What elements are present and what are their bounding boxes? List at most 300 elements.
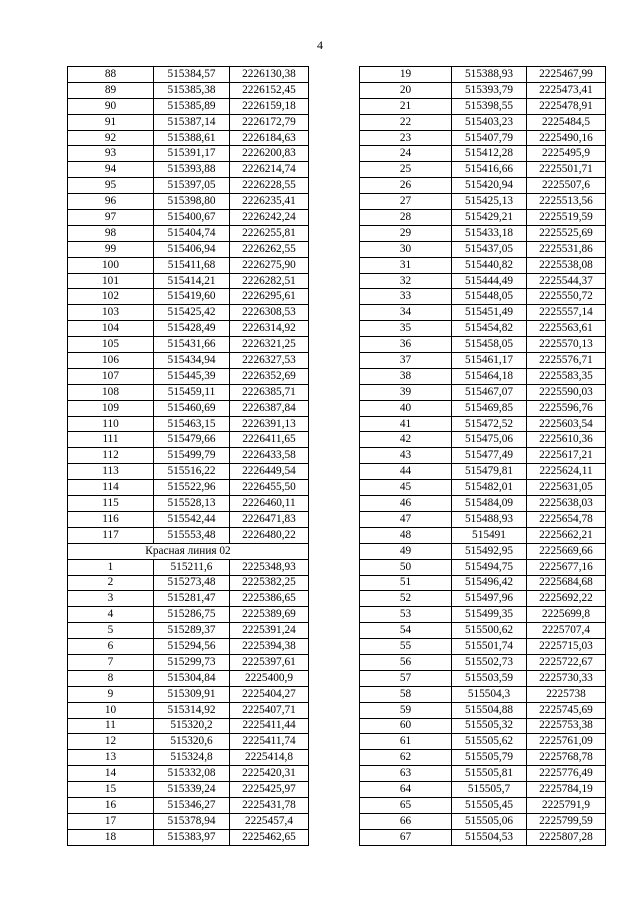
- point-number-cell: 107: [68, 368, 154, 384]
- table-row: [68, 829, 309, 845]
- y-coordinate-cell: 2226385,71: [230, 384, 309, 400]
- x-coordinate-cell: 515475,06: [452, 432, 527, 448]
- table-row: [360, 368, 606, 384]
- y-coordinate-cell: 2225753,38: [527, 718, 606, 734]
- table-row: [360, 496, 606, 512]
- x-coordinate-cell: 515393,79: [452, 82, 527, 98]
- point-number-cell: 102: [68, 289, 154, 305]
- table-row: [68, 257, 309, 273]
- table-row: [68, 750, 309, 766]
- point-number-cell: 105: [68, 337, 154, 353]
- table-row: [360, 225, 606, 241]
- x-coordinate-cell: 515433,18: [452, 225, 527, 241]
- table-row: [68, 670, 309, 686]
- table-row: [360, 654, 606, 670]
- point-number-cell: 40: [360, 400, 452, 416]
- coordinates-table-right: [359, 66, 606, 846]
- table-row: [360, 289, 606, 305]
- x-coordinate-cell: 515398,55: [452, 98, 527, 114]
- table-row: [68, 702, 309, 718]
- x-coordinate-cell: 515504,3: [452, 686, 527, 702]
- x-coordinate-cell: 515500,62: [452, 623, 527, 639]
- table-row: [68, 464, 309, 480]
- y-coordinate-cell: 2225617,21: [527, 448, 606, 464]
- x-coordinate-cell: 515464,18: [452, 368, 527, 384]
- table-row: [68, 734, 309, 750]
- y-coordinate-cell: 2225590,03: [527, 384, 606, 400]
- table-row: [68, 194, 309, 210]
- table-row: [68, 353, 309, 369]
- table-row: [360, 559, 606, 575]
- table-row: [68, 686, 309, 702]
- point-number-cell: 15: [68, 782, 154, 798]
- x-coordinate-cell: 515505,79: [452, 750, 527, 766]
- x-coordinate-cell: 515294,56: [154, 639, 230, 655]
- x-coordinate-cell: 515491: [452, 527, 527, 543]
- y-coordinate-cell: 2225624,11: [527, 464, 606, 480]
- point-number-cell: 100: [68, 257, 154, 273]
- point-number-cell: 42: [360, 432, 452, 448]
- point-number-cell: 47: [360, 511, 452, 527]
- y-coordinate-cell: 2225462,65: [230, 829, 309, 845]
- x-coordinate-cell: 515522,96: [154, 480, 230, 496]
- point-number-cell: 32: [360, 273, 452, 289]
- point-number-cell: 88: [68, 67, 154, 83]
- point-number-cell: 41: [360, 416, 452, 432]
- point-number-cell: 20: [360, 82, 452, 98]
- point-number-cell: 67: [360, 829, 452, 845]
- y-coordinate-cell: 2225738: [527, 686, 606, 702]
- x-coordinate-cell: 515211,6: [154, 559, 230, 575]
- point-number-cell: 6: [68, 639, 154, 655]
- point-number-cell: 30: [360, 241, 452, 257]
- x-coordinate-cell: 515503,59: [452, 670, 527, 686]
- point-number-cell: 110: [68, 416, 154, 432]
- x-coordinate-cell: 515505,32: [452, 718, 527, 734]
- y-coordinate-cell: 2225411,44: [230, 718, 309, 734]
- table-row: [360, 67, 606, 83]
- table-row: [360, 98, 606, 114]
- y-coordinate-cell: 2225404,27: [230, 686, 309, 702]
- table-row: [68, 559, 309, 575]
- y-coordinate-cell: 2225654,78: [527, 511, 606, 527]
- point-number-cell: 106: [68, 353, 154, 369]
- section-row: [68, 543, 309, 559]
- table-row: [68, 480, 309, 496]
- y-coordinate-cell: 2225715,03: [527, 639, 606, 655]
- point-number-cell: 4: [68, 607, 154, 623]
- point-number-cell: 38: [360, 368, 452, 384]
- point-number-cell: 104: [68, 321, 154, 337]
- point-number-cell: 101: [68, 273, 154, 289]
- y-coordinate-cell: 2225519,59: [527, 210, 606, 226]
- table-row: [68, 782, 309, 798]
- table-row: [360, 782, 606, 798]
- y-coordinate-cell: 2226172,79: [230, 114, 309, 130]
- point-number-cell: 113: [68, 464, 154, 480]
- table-row: [68, 241, 309, 257]
- y-coordinate-cell: 2225397,61: [230, 654, 309, 670]
- x-coordinate-cell: 515516,22: [154, 464, 230, 480]
- x-coordinate-cell: 515505,45: [452, 797, 527, 813]
- x-coordinate-cell: 515492,95: [452, 543, 527, 559]
- y-coordinate-cell: 2225791,9: [527, 797, 606, 813]
- x-coordinate-cell: 515502,73: [452, 654, 527, 670]
- point-number-cell: 114: [68, 480, 154, 496]
- point-number-cell: 46: [360, 496, 452, 512]
- table-row: [68, 368, 309, 384]
- x-coordinate-cell: 515403,23: [452, 114, 527, 130]
- point-number-cell: 90: [68, 98, 154, 114]
- y-coordinate-cell: 2226255,81: [230, 225, 309, 241]
- point-number-cell: 103: [68, 305, 154, 321]
- table-row: [68, 114, 309, 130]
- y-coordinate-cell: 2225596,76: [527, 400, 606, 416]
- y-coordinate-cell: 2226184,63: [230, 130, 309, 146]
- point-number-cell: 16: [68, 797, 154, 813]
- y-coordinate-cell: 2226321,25: [230, 337, 309, 353]
- y-coordinate-cell: 2226275,90: [230, 257, 309, 273]
- y-coordinate-cell: 2225544,37: [527, 273, 606, 289]
- point-number-cell: 45: [360, 480, 452, 496]
- point-number-cell: 56: [360, 654, 452, 670]
- y-coordinate-cell: 2225473,41: [527, 82, 606, 98]
- x-coordinate-cell: 515414,21: [154, 273, 230, 289]
- point-number-cell: 96: [68, 194, 154, 210]
- point-number-cell: 2: [68, 575, 154, 591]
- x-coordinate-cell: 515477,49: [452, 448, 527, 464]
- point-number-cell: 95: [68, 178, 154, 194]
- point-number-cell: 9: [68, 686, 154, 702]
- table-row: [68, 623, 309, 639]
- table-row: [360, 305, 606, 321]
- table-row: [68, 654, 309, 670]
- y-coordinate-cell: 2225610,36: [527, 432, 606, 448]
- y-coordinate-cell: 2225457,4: [230, 813, 309, 829]
- table-row: [360, 766, 606, 782]
- x-coordinate-cell: 515383,97: [154, 829, 230, 845]
- y-coordinate-cell: 2225495,9: [527, 146, 606, 162]
- x-coordinate-cell: 515314,92: [154, 702, 230, 718]
- x-coordinate-cell: 515388,61: [154, 130, 230, 146]
- point-number-cell: 55: [360, 639, 452, 655]
- table-row: [68, 321, 309, 337]
- table-row: [360, 416, 606, 432]
- point-number-cell: 12: [68, 734, 154, 750]
- x-coordinate-cell: 515429,21: [452, 210, 527, 226]
- table-row: [68, 305, 309, 321]
- x-coordinate-cell: 515324,8: [154, 750, 230, 766]
- x-coordinate-cell: 515434,94: [154, 353, 230, 369]
- x-coordinate-cell: 515320,2: [154, 718, 230, 734]
- point-number-cell: 7: [68, 654, 154, 670]
- x-coordinate-cell: 515385,89: [154, 98, 230, 114]
- x-coordinate-cell: 515378,94: [154, 813, 230, 829]
- x-coordinate-cell: 515411,68: [154, 257, 230, 273]
- y-coordinate-cell: 2225407,71: [230, 702, 309, 718]
- point-number-cell: 50: [360, 559, 452, 575]
- x-coordinate-cell: 515286,75: [154, 607, 230, 623]
- point-number-cell: 64: [360, 782, 452, 798]
- point-number-cell: 37: [360, 353, 452, 369]
- table-row: [68, 82, 309, 98]
- y-coordinate-cell: 2225389,69: [230, 607, 309, 623]
- point-number-cell: 31: [360, 257, 452, 273]
- table-row: [360, 130, 606, 146]
- coordinates-table-left: [67, 66, 309, 846]
- point-number-cell: 59: [360, 702, 452, 718]
- y-coordinate-cell: 2226460,11: [230, 496, 309, 512]
- point-number-cell: 91: [68, 114, 154, 130]
- table-row: [360, 686, 606, 702]
- x-coordinate-cell: 515387,14: [154, 114, 230, 130]
- point-number-cell: 117: [68, 527, 154, 543]
- x-coordinate-cell: 515397,05: [154, 178, 230, 194]
- y-coordinate-cell: 2226327,53: [230, 353, 309, 369]
- x-coordinate-cell: 515488,93: [452, 511, 527, 527]
- x-coordinate-cell: 515425,42: [154, 305, 230, 321]
- y-coordinate-cell: 2226471,83: [230, 511, 309, 527]
- y-coordinate-cell: 2226152,45: [230, 82, 309, 98]
- x-coordinate-cell: 515451,49: [452, 305, 527, 321]
- y-coordinate-cell: 2225467,99: [527, 67, 606, 83]
- table-row: [68, 384, 309, 400]
- table-row: [360, 178, 606, 194]
- point-number-cell: 1: [68, 559, 154, 575]
- point-number-cell: 11: [68, 718, 154, 734]
- point-number-cell: 36: [360, 337, 452, 353]
- table-row: [68, 146, 309, 162]
- x-coordinate-cell: 515472,52: [452, 416, 527, 432]
- y-coordinate-cell: 2226214,74: [230, 162, 309, 178]
- y-coordinate-cell: 2225707,4: [527, 623, 606, 639]
- point-number-cell: 52: [360, 591, 452, 607]
- table-row: [360, 464, 606, 480]
- table-row: [360, 273, 606, 289]
- y-coordinate-cell: 2225348,93: [230, 559, 309, 575]
- y-coordinate-cell: 2225478,91: [527, 98, 606, 114]
- y-coordinate-cell: 2226480,22: [230, 527, 309, 543]
- table-row: [68, 400, 309, 416]
- table-row: [360, 813, 606, 829]
- y-coordinate-cell: 2226159,18: [230, 98, 309, 114]
- point-number-cell: 53: [360, 607, 452, 623]
- x-coordinate-cell: 515479,66: [154, 432, 230, 448]
- x-coordinate-cell: 515320,6: [154, 734, 230, 750]
- x-coordinate-cell: 515437,05: [452, 241, 527, 257]
- point-number-cell: 116: [68, 511, 154, 527]
- x-coordinate-cell: 515388,93: [452, 67, 527, 83]
- table-row: [68, 448, 309, 464]
- table-row: [68, 766, 309, 782]
- table-row: [360, 210, 606, 226]
- section-heading: Красная линия 02: [68, 543, 309, 559]
- x-coordinate-cell: 515428,49: [154, 321, 230, 337]
- table-row: [360, 718, 606, 734]
- x-coordinate-cell: 515482,01: [452, 480, 527, 496]
- x-coordinate-cell: 515505,7: [452, 782, 527, 798]
- x-coordinate-cell: 515332,08: [154, 766, 230, 782]
- table-row: [360, 639, 606, 655]
- y-coordinate-cell: 2225425,97: [230, 782, 309, 798]
- x-coordinate-cell: 515461,17: [452, 353, 527, 369]
- y-coordinate-cell: 2225563,61: [527, 321, 606, 337]
- table-row: [360, 670, 606, 686]
- y-coordinate-cell: 2226455,50: [230, 480, 309, 496]
- table-row: [360, 162, 606, 178]
- point-number-cell: 33: [360, 289, 452, 305]
- table-row: [360, 321, 606, 337]
- table-row: [68, 527, 309, 543]
- x-coordinate-cell: 515419,60: [154, 289, 230, 305]
- table-row: [68, 813, 309, 829]
- y-coordinate-cell: 2225431,78: [230, 797, 309, 813]
- y-coordinate-cell: 2225531,86: [527, 241, 606, 257]
- table-row: [360, 591, 606, 607]
- x-coordinate-cell: 515281,47: [154, 591, 230, 607]
- y-coordinate-cell: 2226314,92: [230, 321, 309, 337]
- y-coordinate-cell: 2225525,69: [527, 225, 606, 241]
- x-coordinate-cell: 515501,74: [452, 639, 527, 655]
- y-coordinate-cell: 2226449,54: [230, 464, 309, 480]
- y-coordinate-cell: 2226235,41: [230, 194, 309, 210]
- table-row: [360, 543, 606, 559]
- page-number: 4: [317, 38, 323, 52]
- x-coordinate-cell: 515444,49: [452, 273, 527, 289]
- point-number-cell: 10: [68, 702, 154, 718]
- table-row: [68, 337, 309, 353]
- table-row: [68, 432, 309, 448]
- table-row: [360, 353, 606, 369]
- x-coordinate-cell: 515542,44: [154, 511, 230, 527]
- table-row: [360, 607, 606, 623]
- y-coordinate-cell: 2225513,56: [527, 194, 606, 210]
- table-row: [360, 575, 606, 591]
- x-coordinate-cell: 515440,82: [452, 257, 527, 273]
- y-coordinate-cell: 2226295,61: [230, 289, 309, 305]
- table-row: [68, 718, 309, 734]
- table-row: [360, 511, 606, 527]
- y-coordinate-cell: 2225745,69: [527, 702, 606, 718]
- x-coordinate-cell: 515528,13: [154, 496, 230, 512]
- point-number-cell: 61: [360, 734, 452, 750]
- point-number-cell: 58: [360, 686, 452, 702]
- y-coordinate-cell: 2226282,51: [230, 273, 309, 289]
- x-coordinate-cell: 515469,85: [452, 400, 527, 416]
- point-number-cell: 66: [360, 813, 452, 829]
- y-coordinate-cell: 2225799,59: [527, 813, 606, 829]
- y-coordinate-cell: 2226433,58: [230, 448, 309, 464]
- y-coordinate-cell: 2225692,22: [527, 591, 606, 607]
- x-coordinate-cell: 515412,28: [452, 146, 527, 162]
- x-coordinate-cell: 515505,81: [452, 766, 527, 782]
- y-coordinate-cell: 2225768,78: [527, 750, 606, 766]
- point-number-cell: 28: [360, 210, 452, 226]
- table-row: [68, 511, 309, 527]
- point-number-cell: 21: [360, 98, 452, 114]
- table-row: [360, 432, 606, 448]
- x-coordinate-cell: 515463,15: [154, 416, 230, 432]
- y-coordinate-cell: 2225583,35: [527, 368, 606, 384]
- y-coordinate-cell: 2225776,49: [527, 766, 606, 782]
- point-number-cell: 98: [68, 225, 154, 241]
- table-row: [360, 257, 606, 273]
- x-coordinate-cell: 515467,07: [452, 384, 527, 400]
- x-coordinate-cell: 515445,39: [154, 368, 230, 384]
- table-row: [360, 194, 606, 210]
- point-number-cell: 19: [360, 67, 452, 83]
- y-coordinate-cell: 2225684,68: [527, 575, 606, 591]
- x-coordinate-cell: 515420,94: [452, 178, 527, 194]
- x-coordinate-cell: 515454,82: [452, 321, 527, 337]
- y-coordinate-cell: 2225501,71: [527, 162, 606, 178]
- y-coordinate-cell: 2225538,08: [527, 257, 606, 273]
- table-row: [360, 337, 606, 353]
- point-number-cell: 48: [360, 527, 452, 543]
- y-coordinate-cell: 2226200,83: [230, 146, 309, 162]
- point-number-cell: 115: [68, 496, 154, 512]
- x-coordinate-cell: 515407,79: [452, 130, 527, 146]
- y-coordinate-cell: 2225722,67: [527, 654, 606, 670]
- table-row: [360, 797, 606, 813]
- point-number-cell: 29: [360, 225, 452, 241]
- x-coordinate-cell: 515404,74: [154, 225, 230, 241]
- y-coordinate-cell: 2225631,05: [527, 480, 606, 496]
- y-coordinate-cell: 2225400,9: [230, 670, 309, 686]
- table-row: [360, 384, 606, 400]
- point-number-cell: 17: [68, 813, 154, 829]
- point-number-cell: 26: [360, 178, 452, 194]
- y-coordinate-cell: 2225386,65: [230, 591, 309, 607]
- table-row: [360, 527, 606, 543]
- point-number-cell: 14: [68, 766, 154, 782]
- table-row: [68, 607, 309, 623]
- y-coordinate-cell: 2225394,38: [230, 639, 309, 655]
- y-coordinate-cell: 2225662,21: [527, 527, 606, 543]
- x-coordinate-cell: 515504,53: [452, 829, 527, 845]
- y-coordinate-cell: 2225638,03: [527, 496, 606, 512]
- point-number-cell: 18: [68, 829, 154, 845]
- y-coordinate-cell: 2226228,55: [230, 178, 309, 194]
- table-row: [360, 480, 606, 496]
- point-number-cell: 108: [68, 384, 154, 400]
- table-row: [360, 82, 606, 98]
- y-coordinate-cell: 2225557,14: [527, 305, 606, 321]
- x-coordinate-cell: 515304,84: [154, 670, 230, 686]
- table-row: [68, 210, 309, 226]
- point-number-cell: 60: [360, 718, 452, 734]
- y-coordinate-cell: 2225420,31: [230, 766, 309, 782]
- point-number-cell: 43: [360, 448, 452, 464]
- x-coordinate-cell: 515289,37: [154, 623, 230, 639]
- y-coordinate-cell: 2225414,8: [230, 750, 309, 766]
- x-coordinate-cell: 515504,88: [452, 702, 527, 718]
- y-coordinate-cell: 2225807,28: [527, 829, 606, 845]
- y-coordinate-cell: 2226308,53: [230, 305, 309, 321]
- y-coordinate-cell: 2225784,19: [527, 782, 606, 798]
- table-row: [360, 400, 606, 416]
- point-number-cell: 65: [360, 797, 452, 813]
- y-coordinate-cell: 2225391,24: [230, 623, 309, 639]
- point-number-cell: 3: [68, 591, 154, 607]
- table-row: [68, 797, 309, 813]
- table-row: [68, 591, 309, 607]
- point-number-cell: 51: [360, 575, 452, 591]
- x-coordinate-cell: 515416,66: [452, 162, 527, 178]
- point-number-cell: 22: [360, 114, 452, 130]
- y-coordinate-cell: 2225484,5: [527, 114, 606, 130]
- y-coordinate-cell: 2225730,33: [527, 670, 606, 686]
